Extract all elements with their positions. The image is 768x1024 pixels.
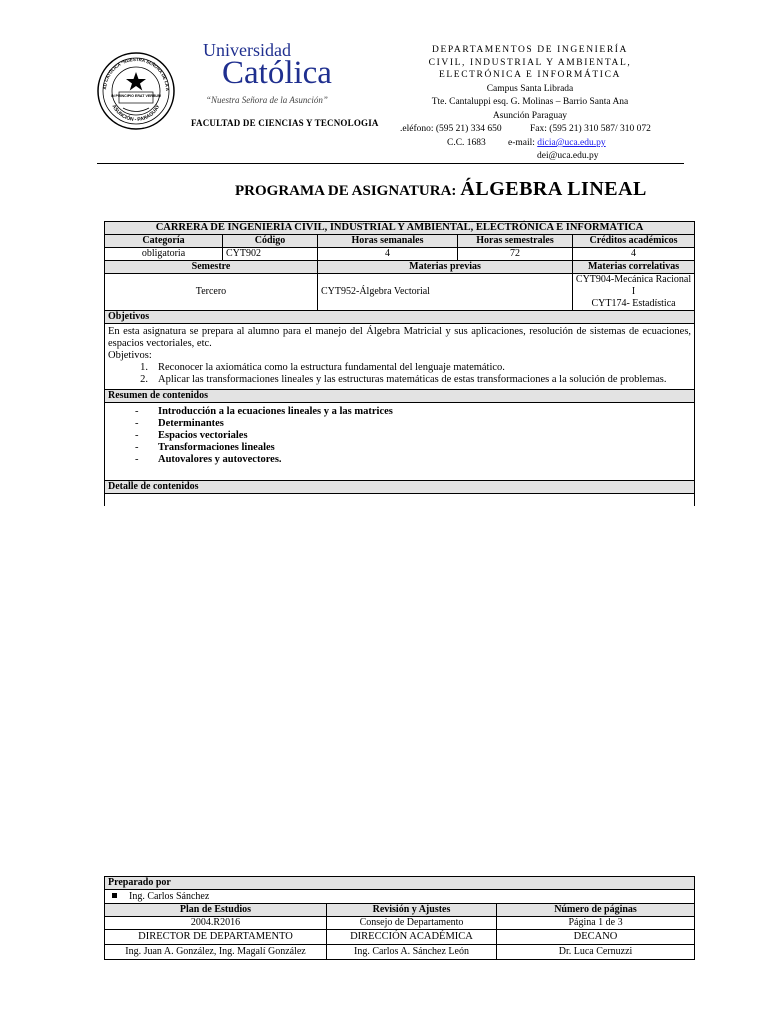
seal-top-text: AD CATÓLICA “NUESTRA SEÑORA DE LA A — [102, 56, 171, 92]
seal-bottom-text: ASUNCIÓN - PARAGUAY — [110, 103, 162, 124]
resumen-item: Determinantes — [158, 418, 224, 429]
email-dei: dei@uca.edu.py — [537, 151, 599, 161]
header-plan-estudios: Plan de Estudios — [105, 904, 327, 917]
program-title — [235, 178, 647, 201]
header-revision: Revisión y Ajustes — [327, 904, 497, 917]
section-detalle-title: Detalle de contenidos — [105, 481, 695, 494]
list-item: - Espacios vectoriales — [135, 430, 248, 441]
header-horas-semestrales: Horas semestrales — [458, 235, 573, 248]
resumen-item: Autovalores y autovectores. — [158, 454, 282, 465]
fax: Fax: (595 21) 310 587/ 310 072 — [530, 124, 651, 134]
header-materias-correlativas: Materias correlativas — [573, 261, 695, 274]
faculty-name: FACULTAD DE CIENCIAS Y TECNOLOGIA — [191, 118, 379, 128]
value-horas-semanales: 4 — [318, 248, 458, 261]
header-codigo: Código — [223, 235, 318, 248]
name-direccion-academica: Ing. Carlos A. Sánchez León — [327, 945, 497, 960]
preparado-row — [105, 890, 695, 904]
value-materias-previas: CYT952-Álgebra Vectorial — [318, 274, 573, 311]
section-objetivos-body — [105, 324, 695, 390]
list-item: - Autovalores y autovectores. — [135, 454, 282, 465]
email-line — [508, 138, 606, 148]
logo-motto: “Nuestra Señora de la Asunción” — [206, 95, 328, 105]
header-numero-paginas: Número de páginas — [497, 904, 695, 917]
objetivos-list — [108, 362, 691, 386]
city: Asunción Paraguay — [492, 111, 568, 121]
header-materias-previas: Materias previas — [318, 261, 573, 274]
course-info-table — [104, 221, 695, 506]
phone: .eléfono: (595 21) 334 650 — [400, 124, 502, 134]
list-item: - Introducción a la ecuaciones lineales y a las matrices — [135, 406, 393, 417]
value-creditos: 4 — [573, 248, 695, 261]
bullet-icon — [112, 893, 117, 898]
header-categoria: Categoría — [105, 235, 223, 248]
header-divider — [97, 163, 684, 164]
seal-motto-text: IN PRINCIPIO ERAT VERBUM — [110, 94, 162, 98]
objetivos-intro: En esta asignatura se prepara al alumno para el manejo del Álgebra Matricial y sus aplicaciones, resolución de sistemas de ecuaciones, espacios vectoriales, etc. — [108, 326, 692, 349]
list-item — [108, 374, 691, 386]
program-title-subject: ÁLGEBRA LINEAL — [460, 178, 647, 200]
resumen-item: Espacios vectoriales — [158, 430, 248, 441]
email-label: e-mail: — [508, 138, 535, 148]
value-semestre: Tercero — [105, 274, 318, 311]
correlativa-item: CYT174- Estadística — [591, 298, 676, 309]
program-title-prefix: PROGRAMA DE ASIGNATURA: — [235, 183, 457, 199]
value-categoria: obligatoria — [105, 248, 223, 261]
objetivo-number: 1. — [140, 362, 148, 373]
role-decano: DECANO — [497, 930, 695, 945]
value-codigo: CYT902 — [223, 248, 318, 261]
value-plan-estudios: 2004.R2016 — [105, 917, 327, 930]
role-direccion-academica: DIRECCIÓN ACADÉMICA — [327, 930, 497, 945]
logo-catolica-text: Católica — [222, 55, 332, 91]
value-numero-paginas: Página 1 de 3 — [497, 917, 695, 930]
resumen-item: Introducción a la ecuaciones lineales y a las matrices — [158, 406, 393, 417]
value-materias-correlativas — [573, 274, 695, 311]
objetivos-label: Objetivos: — [108, 350, 152, 361]
list-item — [108, 362, 691, 374]
postal-box: C.C. 1683 — [447, 138, 486, 148]
career-title: CARRERA DE INGENIERÍA CIVIL, INDUSTRIAL Y AMBIENTAL, ELECTRÓNICA E INFORMÁTICA — [105, 222, 695, 235]
section-resumen-body — [105, 403, 695, 481]
department-line-2: CIVIL, INDUSTRIAL Y AMBIENTAL, — [428, 58, 632, 68]
name-director: Ing. Juan A. González, Ing. Magalí González — [105, 945, 327, 960]
section-detalle-body — [105, 494, 695, 506]
role-director: DIRECTOR DE DEPARTAMENTO — [105, 930, 327, 945]
department-line-3: ELECTRÓNICA E INFORMÁTICA — [439, 70, 621, 80]
resumen-item: Transformaciones lineales — [158, 442, 275, 453]
section-resumen-title: Resumen de contenidos — [105, 390, 695, 403]
value-horas-semestrales: 72 — [458, 248, 573, 261]
objetivo-text: Aplicar las transformaciones lineales y las estructuras matemáticas de estas transformaciones a la solución de problemas. — [158, 374, 667, 385]
campus-name: Campus Santa Librada — [486, 84, 574, 94]
resumen-list — [108, 406, 691, 466]
approval-table — [104, 876, 695, 960]
header-creditos: Créditos académicos — [573, 235, 695, 248]
value-revision: Consejo de Departamento — [327, 917, 497, 930]
email-link-dicia[interactable]: dicia@uca.edu.py — [537, 138, 606, 148]
objetivo-text: Reconocer la axiomática como la estructura fundamental del lenguaje matemático. — [158, 362, 505, 373]
department-line-1: DEPARTAMENTOS DE INGENIERÍA — [432, 45, 628, 55]
header-semestre: Semestre — [105, 261, 318, 274]
list-item: - Determinantes — [135, 418, 224, 429]
logo-universidad-text: Universidad — [203, 40, 291, 60]
objetivo-number: 2. — [140, 374, 148, 385]
preparado-title: Preparado por — [105, 877, 695, 890]
university-seal-icon — [97, 52, 175, 130]
section-objetivos-title: Objetivos — [105, 311, 695, 324]
correlativa-item: CYT904-Mecánica Racional I — [575, 274, 692, 297]
address: Tte. Cantaluppi esq. G. Molinas – Barrio Santa Ana — [431, 97, 629, 107]
list-item: - Transformaciones lineales — [135, 442, 275, 453]
name-decano: Dr. Luca Cernuzzi — [497, 945, 695, 960]
preparado-name: Ing. Carlos Sánchez — [129, 890, 210, 902]
header-horas-semanales: Horas semanales — [318, 235, 458, 248]
